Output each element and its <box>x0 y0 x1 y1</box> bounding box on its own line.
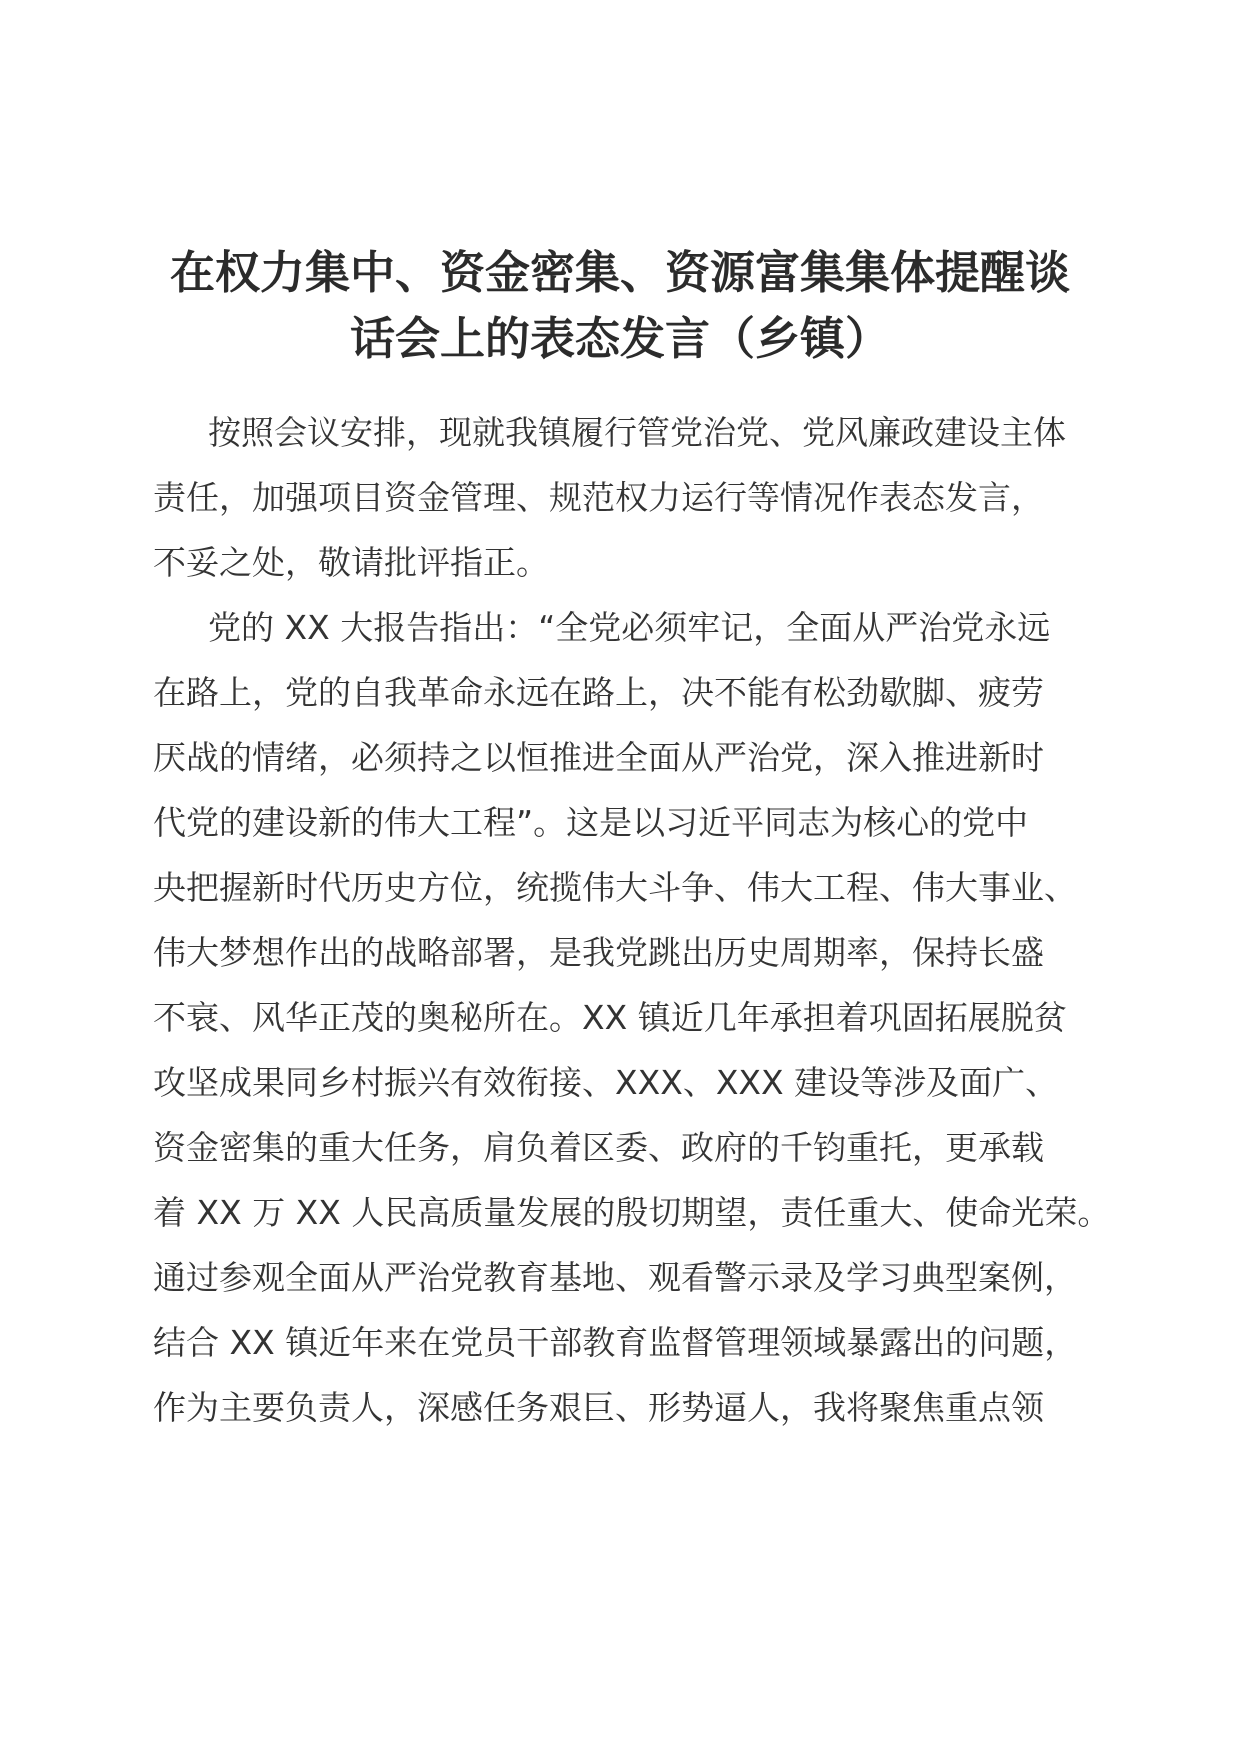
paragraph-2-line-2: 在路上，党的自我革命永远在路上，决不能有松劲歇脚、疲劳 <box>153 673 1044 712</box>
paragraph-1-line-3: 不妥之处，敬请批评指正。 <box>153 543 549 582</box>
document-body <box>153 400 1111 1440</box>
paragraph-2-line-8: 攻坚成果同乡村振兴有效衔接、XXX、XXX 建设等涉及面广、 <box>153 1063 1059 1102</box>
paragraph-2-line-9: 资金密集的重大任务，肩负着区委、政府的千钧重托，更承载 <box>153 1128 1044 1167</box>
paragraph-2-line-4: 代党的建设新的伟大工程”。这是以习近平同志为核心的党中 <box>153 803 1029 842</box>
paragraph-2-line-12: 结合 XX 镇近年来在党员干部教育监督管理领域暴露出的问题， <box>153 1323 1078 1362</box>
paragraph-2-line-7: 不衰、风华正茂的奥秘所在。XX 镇近几年承担着巩固拓展脱贫 <box>153 998 1067 1037</box>
title-line-1: 在权力集中、资金密集、资源富集集体提醒谈 <box>169 246 1070 299</box>
paragraph-2-line-3: 厌战的情绪，必须持之以恒推进全面从严治党，深入推进新时 <box>153 738 1044 777</box>
paragraph-2-line-10: 着 XX 万 XX 人民高质量发展的殷切期望，责任重大、使命光荣。 <box>153 1193 1111 1232</box>
paragraph-2-line-11: 通过参观全面从严治党教育基地、观看警示录及学习典型案例， <box>153 1258 1077 1297</box>
paragraph-1-line-1: 按照会议安排，现就我镇履行管党治党、党风廉政建设主体 <box>208 413 1066 452</box>
document-title <box>150 240 1090 372</box>
paragraph-1-line-2: 责任，加强项目资金管理、规范权力运行等情况作表态发言， <box>153 478 1044 517</box>
paragraph-2-line-1: 党的 XX 大报告指出：“全党必须牢记，全面从严治党永远 <box>208 608 1051 647</box>
paragraph-2-line-6: 伟大梦想作出的战略部署，是我党跳出历史周期率，保持长盛 <box>153 933 1044 972</box>
paragraph-2-line-5: 央把握新时代历史方位，统揽伟大斗争、伟大工程、伟大事业、 <box>153 868 1077 907</box>
title-line-2: 话会上的表态发言（乡镇） <box>349 312 890 365</box>
paragraph-2-line-13: 作为主要负责人，深感任务艰巨、形势逼人，我将聚焦重点领 <box>153 1388 1044 1427</box>
